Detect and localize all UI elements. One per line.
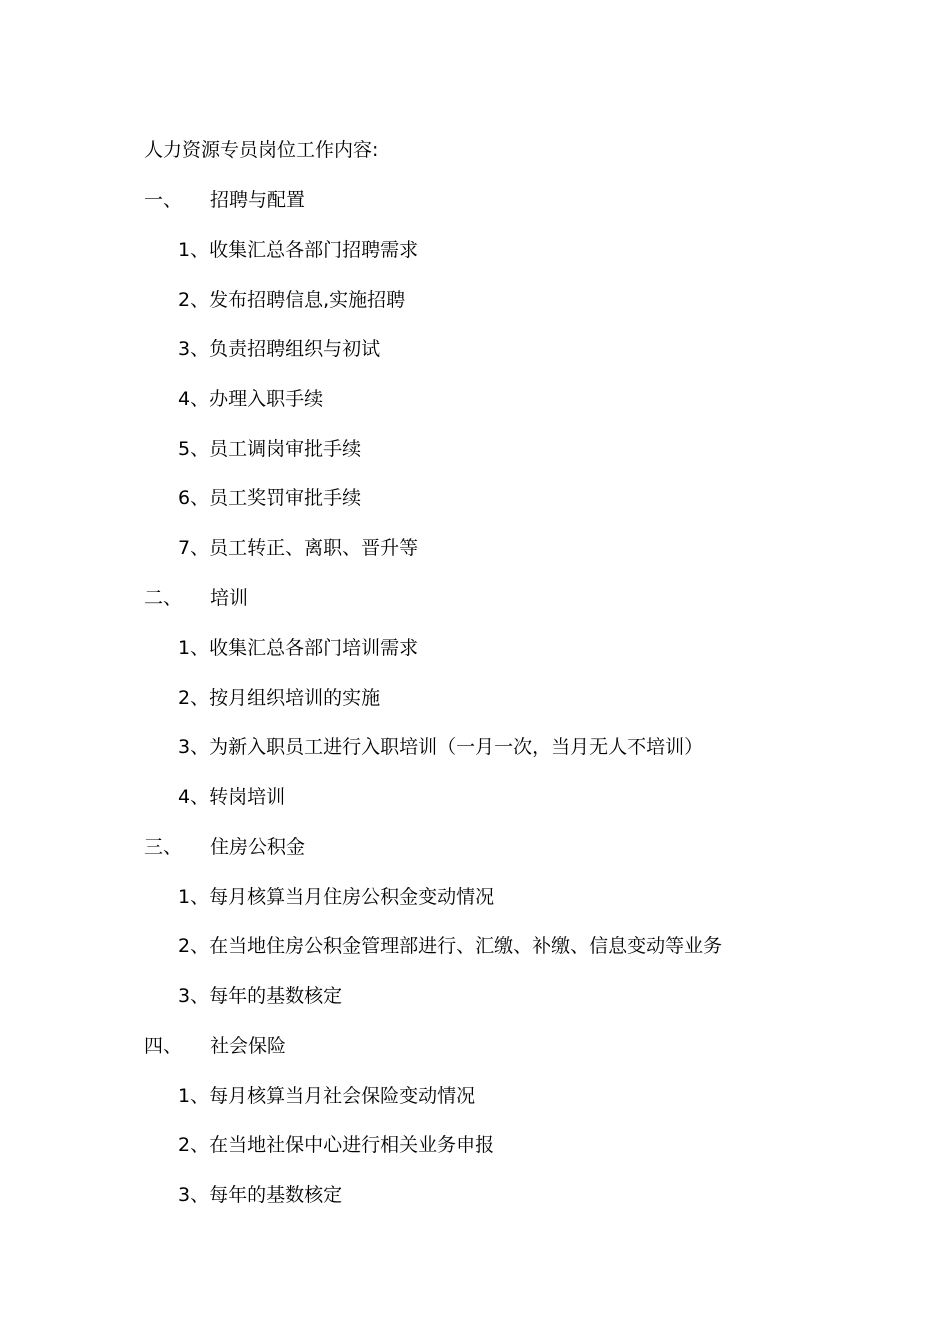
list-item: 3、每年的基数核定 xyxy=(178,985,343,1007)
section-heading xyxy=(0,586,950,610)
section-number: 三、 xyxy=(144,836,183,858)
list-item: 3、负责招聘组织与初试 xyxy=(178,338,381,360)
list-item: 2、在当地社保中心进行相关业务申报 xyxy=(178,1134,495,1156)
list-item: 6、员工奖罚审批手续 xyxy=(178,487,362,509)
list-item: 5、员工调岗审批手续 xyxy=(178,438,362,460)
section-label: 社会保险 xyxy=(210,1035,287,1057)
list-item: 1、每月核算当月社会保险变动情况 xyxy=(178,1085,476,1107)
section-label: 培训 xyxy=(210,587,249,609)
list-item: 2、发布招聘信息,实施招聘 xyxy=(178,289,406,311)
list-item: 1、每月核算当月住房公积金变动情况 xyxy=(178,886,495,908)
list-item: 7、员工转正、离职、晋升等 xyxy=(178,537,419,559)
section-number: 二、 xyxy=(144,587,183,609)
section-number: 一、 xyxy=(144,189,183,211)
section-heading xyxy=(0,835,950,859)
section-heading xyxy=(0,188,950,212)
list-item: 2、按月组织培训的实施 xyxy=(178,687,381,709)
document-title: 人力资源专员岗位工作内容: xyxy=(144,139,379,161)
section-label: 住房公积金 xyxy=(210,836,306,858)
list-item: 1、收集汇总各部门招聘需求 xyxy=(178,239,419,261)
list-item: 1、收集汇总各部门培训需求 xyxy=(178,637,419,659)
section-heading xyxy=(0,1034,950,1058)
list-item: 2、在当地住房公积金管理部进行、汇缴、补缴、信息变动等业务 xyxy=(178,935,723,957)
section-number: 四、 xyxy=(144,1035,183,1057)
list-item: 3、为新入职员工进行入职培训（一月一次，当月无人不培训） xyxy=(178,736,704,758)
list-item: 3、每年的基数核定 xyxy=(178,1184,343,1206)
list-item: 4、办理入职手续 xyxy=(178,388,324,410)
list-item: 4、转岗培训 xyxy=(178,786,286,808)
section-label: 招聘与配置 xyxy=(210,189,306,211)
